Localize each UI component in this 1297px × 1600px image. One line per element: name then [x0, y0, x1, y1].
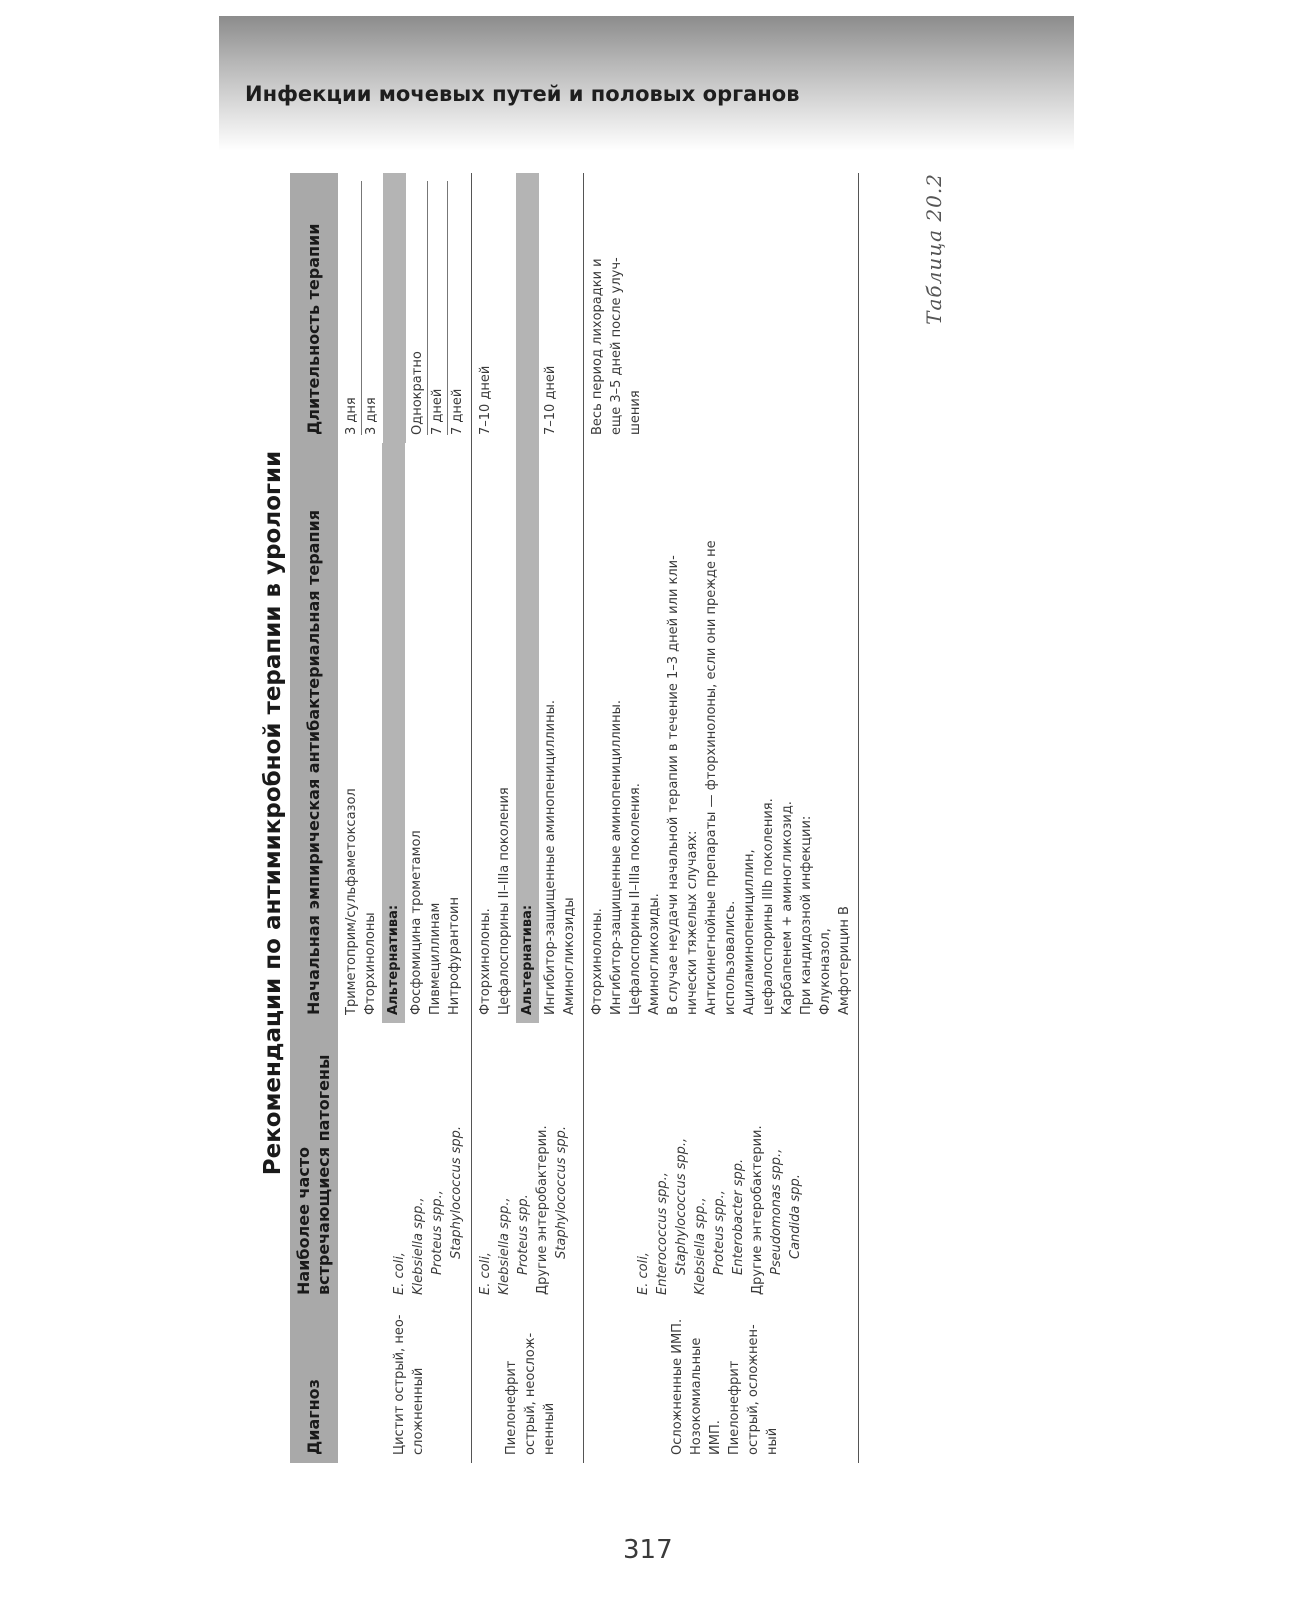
diagnosis-text: Цистит острый, нео- [392, 1314, 407, 1455]
therapy-text: Амфотерицин В [837, 906, 852, 1015]
therapy-text: Фторхинолоны. [478, 908, 493, 1015]
therapy-text: Триметоприм/сульфаметоксазол [344, 788, 359, 1015]
duration-text: Однократно [408, 181, 428, 435]
therapy-text: Цефалоспорины II–IIIa поколения [497, 787, 512, 1015]
pathogen-text: Другие энтеробактерии. [535, 1125, 550, 1295]
therapy-text: При кандидозной инфекции: [799, 815, 814, 1015]
duration-text: 7 дней [428, 181, 448, 435]
diagnosis-cell [338, 1303, 472, 1463]
pathogen-text: E. coli, [636, 1252, 651, 1295]
table-row [584, 173, 859, 1463]
table-caption: Таблица 20.2 [922, 173, 946, 325]
therapy-text: нически тяжелых случаях: [685, 830, 700, 1015]
pathogen-text: Proteus spp., [430, 1190, 445, 1275]
therapy-text: Антисинегнойные препараты — фторхинолоны, если они прежде не [704, 540, 719, 1015]
duration-text: еще 3–5 дней после улуч- [609, 257, 624, 435]
therapy-text: Аминогликозиды. [647, 893, 662, 1015]
diagnosis-text: ненный [542, 1402, 557, 1455]
diagnosis-text: острый, неослож- [523, 1332, 538, 1455]
column-header-diagnosis: Диагноз [290, 1303, 338, 1463]
pathogen-text: E. coli, [478, 1252, 493, 1295]
chapter-title: Инфекции мочевых путей и половых органов [245, 82, 800, 106]
alternative-band [516, 173, 539, 443]
pathogens-cell [584, 1023, 859, 1303]
pathogen-text: Proteus spp. [516, 1194, 531, 1275]
diagnosis-text: Нозокомиальные [689, 1337, 704, 1455]
pathogen-text: Staphylococcus spp., [674, 1137, 689, 1275]
diagnosis-text: острый, осложнен- [746, 1324, 761, 1455]
pathogen-text: Другие энтеробактерии. [750, 1125, 765, 1295]
table-row [338, 173, 472, 1463]
pathogen-text: Staphylococcus spp. [554, 1125, 569, 1259]
recommendations-table [290, 173, 859, 1463]
therapy-text: Фторхинолоны. [590, 908, 605, 1015]
therapy-text: Ингибитор-защищенные аминопенициллины. [543, 699, 558, 1015]
alternative-label: Альтернатива: [382, 443, 405, 1023]
duration-text: 7–10 дней [478, 365, 493, 435]
page-number: 317 [623, 1535, 673, 1565]
diagnosis-text: Пиелонефрит [504, 1360, 519, 1455]
column-header-duration: Длительность терапии [290, 173, 338, 443]
duration-cell [472, 173, 584, 443]
duration-cell [338, 173, 472, 443]
therapy-text: Аминогликозиды [562, 897, 577, 1015]
therapy-text: Ингибитор-защищенные аминопенициллины. [609, 699, 624, 1015]
diagnosis-text: ИМП. [708, 1420, 723, 1455]
duration-text: 3 дня [342, 181, 362, 435]
pathogen-text: Enterococcus spp., [655, 1172, 670, 1295]
therapy-text: Карбапенем + аминогликозид. [780, 801, 795, 1015]
therapy-text: Флуконазол, [818, 928, 833, 1015]
table-title: Рекомендации по антимикробной терапии в урологии [260, 450, 286, 1176]
pathogen-text: Pseudomonas spp., [769, 1148, 784, 1275]
therapy-cell [472, 443, 584, 1023]
duration-text: шения [628, 390, 643, 435]
therapy-text: Цефалоспорины II–IIIa поколения. [628, 783, 643, 1015]
duration-cell [584, 173, 859, 443]
rotated-table-page [260, 163, 960, 1493]
pathogen-text: Klebsiella spp., [693, 1197, 708, 1295]
pathogens-cell [338, 1023, 472, 1303]
therapy-text: использовались. [723, 900, 738, 1015]
diagnosis-text: Пиелонефрит [727, 1360, 742, 1455]
alternative-label: Альтернатива: [516, 443, 539, 1023]
diagnosis-text: Осложненные ИМП. [670, 1318, 685, 1455]
duration-text: 7 дней [450, 388, 465, 435]
diagnosis-text: ный [765, 1427, 780, 1455]
pathogens-cell [472, 1023, 584, 1303]
therapy-text: Ациламинопенициллин, [742, 849, 757, 1015]
pathogen-text: Klebsiella spp., [411, 1197, 426, 1295]
therapy-text: Пивмециллинам [428, 902, 443, 1015]
therapy-cell [584, 443, 859, 1023]
therapy-text: Нитрофурантоин [447, 896, 462, 1015]
pathogen-text: Candida spp. [788, 1174, 803, 1259]
alternative-band [383, 173, 406, 443]
duration-text: Весь период лихорадки и [590, 258, 605, 435]
diagnosis-text: сложненный [411, 1367, 426, 1455]
therapy-text: В случае неудачи начальной терапии в течение 1–3 дней или кли- [666, 555, 681, 1015]
pathogen-text: Proteus spp., [712, 1190, 727, 1275]
therapy-text: Фторхинолоны [363, 912, 378, 1015]
duration-text: 7–10 дней [543, 365, 558, 435]
table-header-row [290, 173, 338, 1463]
pathogen-text: E. coli, [392, 1252, 407, 1295]
diagnosis-cell [584, 1303, 859, 1463]
therapy-cell [338, 443, 472, 1023]
duration-text: 3 дня [364, 397, 379, 435]
table-row [472, 173, 584, 1463]
pathogen-text: Enterobacter spp. [731, 1158, 746, 1275]
column-header-therapy: Начальная эмпирическая антибактериальная терапия [290, 443, 338, 1023]
therapy-text: цефалоспорины IIIb поколения. [761, 798, 776, 1015]
column-header-pathogens: Наиболее часто встречающиеся патогены [290, 1023, 338, 1303]
diagnosis-cell [472, 1303, 584, 1463]
pathogen-text: Klebsiella spp., [497, 1197, 512, 1295]
therapy-text: Фосфомицина трометамол [409, 830, 424, 1015]
pathogen-text: Staphylococcus spp. [449, 1125, 464, 1259]
